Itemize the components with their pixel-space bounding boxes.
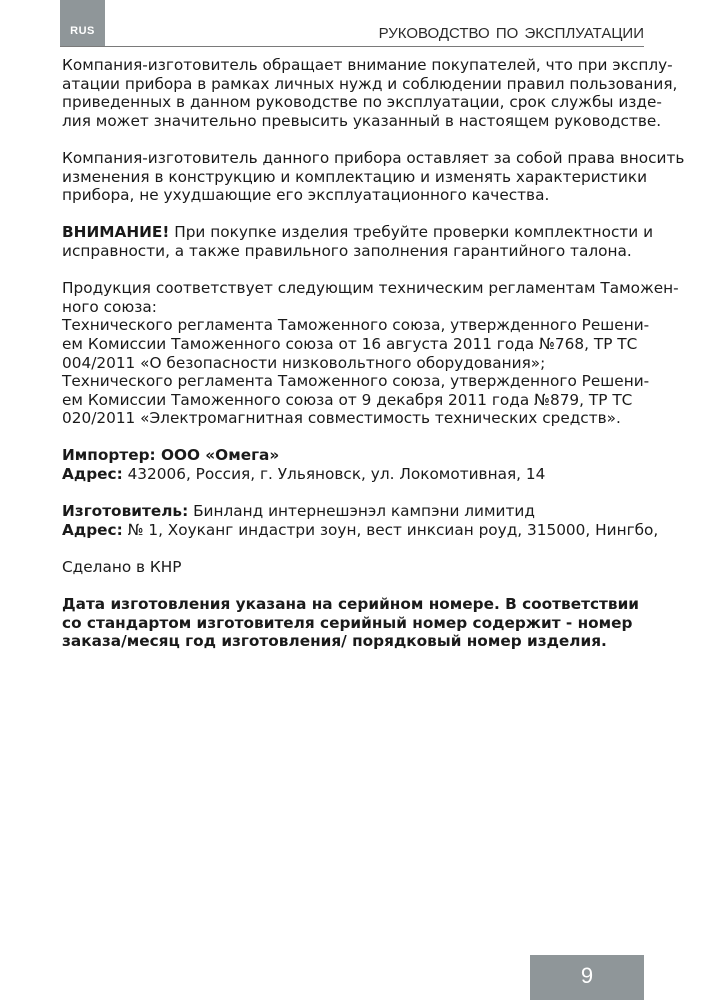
warning-paragraph xyxy=(62,223,654,260)
text-line: ем Комиссии Таможенного союза от 16 августа 2011 года №768, ТР ТС xyxy=(62,334,638,353)
importer-address-label: Адрес: xyxy=(62,465,123,484)
text-line xyxy=(62,502,648,521)
header-title: РУКОВОДСТВО ПО ЭКСПЛУАТАЦИИ xyxy=(378,25,644,42)
language-tab: RUS xyxy=(60,0,105,47)
text-line: 020/2011 «Электромагнитная совместимость технических средств». xyxy=(62,409,621,428)
manufacturer-name: Бинланд интернешэнэл кампэни лимитид xyxy=(188,502,535,521)
text-line: 004/2011 «О безопасности низковольтного оборудования»; xyxy=(62,353,546,372)
text-line: приведенных в данном руководстве по эксплуатации, срок службы изде- xyxy=(62,93,662,112)
text-line: Компания-изготовитель данного прибора оставляет за собой права вносить xyxy=(62,148,685,167)
made-in xyxy=(62,558,648,577)
text-line: изменения в конструкцию и комплектацию и изменять характеристики xyxy=(62,167,648,186)
text-line: со стандартом изготовителя серийный номер содержит - номер xyxy=(62,613,633,632)
text-line: Дата изготовления указана на серийном номере. В соответствии xyxy=(62,595,640,614)
manufacture-date-paragraph xyxy=(62,595,648,651)
importer-block xyxy=(62,446,648,483)
text-line: ного союза: xyxy=(62,297,157,316)
text-line: Продукция соответствует следующим техническим регламентам Таможен- xyxy=(62,279,679,298)
text-line: атации прибора в рамках личных нужд и соблюдении правил пользования, xyxy=(62,74,678,93)
text-line: заказа/месяц год изготовления/ порядковый номер изделия. xyxy=(62,632,607,651)
text-line xyxy=(62,223,654,242)
warning-text: При покупке изделия требуйте проверки комплектности и xyxy=(169,223,654,242)
manufacturer-label: Изготовитель: xyxy=(62,502,189,521)
service-life-paragraph xyxy=(62,56,678,130)
text-line: прибора, не ухудшающие его эксплуатационного качества. xyxy=(62,186,550,205)
page-content xyxy=(62,56,685,670)
manufacturer-address-label: Адрес: xyxy=(62,520,123,539)
regulations-paragraph xyxy=(62,279,679,428)
text-line xyxy=(62,465,648,484)
manufacturer-block xyxy=(62,502,659,539)
text-line: Компания-изготовитель обращает внимание покупателей, что при эксплу- xyxy=(62,56,673,74)
header-divider xyxy=(60,46,644,47)
text-line xyxy=(62,446,648,465)
importer-address: 432006, Россия, г. Ульяновск, ул. Локомотивная, 14 xyxy=(122,465,546,484)
text-line: лия может значительно превысить указанный в настоящем руководстве. xyxy=(62,111,662,130)
page-number: 9 xyxy=(530,955,644,1000)
text-line: ем Комиссии Таможенного союза от 9 декабря 2011 года №879, ТР ТС xyxy=(62,390,633,409)
text-line: Технического регламента Таможенного союза, утвержденного Решени- xyxy=(62,316,650,335)
importer-label: Импортер: ООО «Омега» xyxy=(62,446,280,465)
design-changes-paragraph xyxy=(62,148,685,205)
manufacturer-address: № 1, Хоуканг индастри зоун, вест инксиан роуд, 315000, Нингбо, xyxy=(122,520,659,539)
text-line: исправности, а также правильного заполнения гарантийного талона. xyxy=(62,241,632,260)
text-line: Технического регламента Таможенного союза, утвержденного Решени- xyxy=(62,372,650,391)
text-line xyxy=(62,520,659,540)
warning-label: ВНИМАНИЕ! xyxy=(62,223,170,242)
text-line: Сделано в КНР xyxy=(62,558,182,577)
